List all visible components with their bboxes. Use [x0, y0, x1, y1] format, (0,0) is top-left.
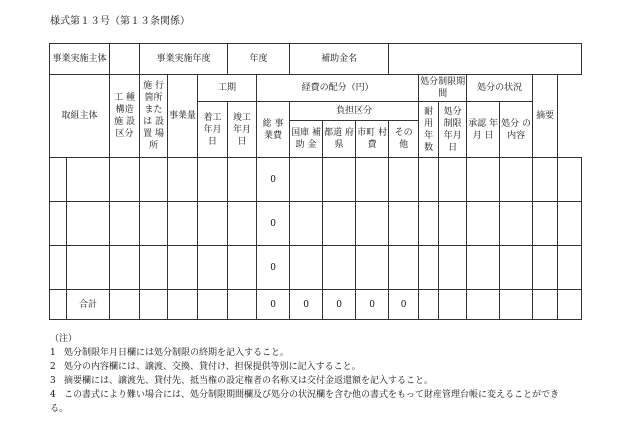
sou-jigyouhi-header: 総 事 業費: [257, 102, 290, 158]
todofuken-header: 都道 府県: [323, 121, 356, 158]
row-total-cell[interactable]: 0: [257, 202, 290, 246]
chakko-header: 着工 年月 日: [198, 102, 228, 158]
total-kokko: 0: [290, 290, 323, 320]
keihi-haibun-header: 経費の配分（円）: [257, 75, 419, 102]
table-row: [50, 158, 582, 202]
taiyou-nensu-header: 耐 用 年 数: [419, 102, 439, 158]
tekiyou-header: 摘要: [533, 75, 558, 158]
kokko-header: 国庫 補助 金: [290, 121, 323, 158]
row-total-cell[interactable]: 0: [257, 246, 290, 290]
shounin-nengappi-header: 承認 年月 日: [467, 102, 500, 158]
total-sou-jigyouhi: 0: [257, 290, 290, 320]
shobun-joukyou-header: 処分の状況: [467, 75, 533, 102]
shobun-seigen-nengappi-header: 処分 制限 年月 日: [439, 102, 467, 158]
hojokin-mei-value[interactable]: [389, 44, 582, 75]
shichoson-header: 市町 村費: [356, 121, 389, 158]
table-row: [50, 202, 582, 246]
jigyou-nendo-label: 事業実施年度: [140, 44, 228, 75]
sonota-header: その 他: [389, 121, 419, 158]
total-sonota: 0: [389, 290, 419, 320]
hojokin-mei-label: 補助金名: [290, 44, 389, 75]
shobun-seigen-kikan-header: 処分制限期 間: [419, 75, 467, 102]
kouki-header: 工期: [198, 75, 257, 102]
notes-section: [50, 332, 570, 416]
koushu-header: 工 種 構造 施 設 区分: [110, 75, 140, 158]
total-row: [50, 290, 582, 320]
jigyouryou-header: 事業量: [168, 75, 198, 158]
shunko-header: 竣工 年月 日: [228, 102, 257, 158]
total-shichoson: 0: [356, 290, 389, 320]
sekou-basho-header: 施 行 箇所 また は 設 置 場所: [140, 75, 168, 158]
nendo-label: 年度: [228, 44, 290, 75]
futan-kubun-header: 負担区分: [290, 102, 419, 121]
jigyou-shutai-label: 事業実施主体: [50, 44, 110, 75]
total-todofuken: 0: [323, 290, 356, 320]
total-label: 合計: [67, 290, 110, 320]
shobun-naiyou-header: 処分 の 内容: [500, 102, 533, 158]
jigyou-shutai-value[interactable]: [110, 44, 140, 75]
note-item: 4 この書式により難い場合には、処分制限期間欄及び処分の状況欄を含む他の書式をもって財産管理台帳に変えることができる。: [50, 390, 560, 414]
notes-heading: （注）: [50, 334, 78, 344]
torikumi-shutai-header: 取組主体: [50, 75, 110, 158]
row-total-cell[interactable]: 0: [257, 158, 290, 202]
note-item: 1 処分制限年月日欄には処分制限の終期を記入すること。: [50, 348, 290, 358]
property-ledger-table: [49, 43, 582, 320]
note-item: 3 摘要欄には、譲渡先、貸付先、抵当権の設定権者の名称又は交付金返還額を記入すること。: [50, 376, 434, 386]
form-title: 様式第１３号（第１３条関係）: [50, 16, 190, 27]
note-item: 2 処分の内容欄には、譲渡、交換、貸付け、担保提供等別に記入すること。: [50, 362, 361, 372]
table-row: [50, 246, 582, 290]
